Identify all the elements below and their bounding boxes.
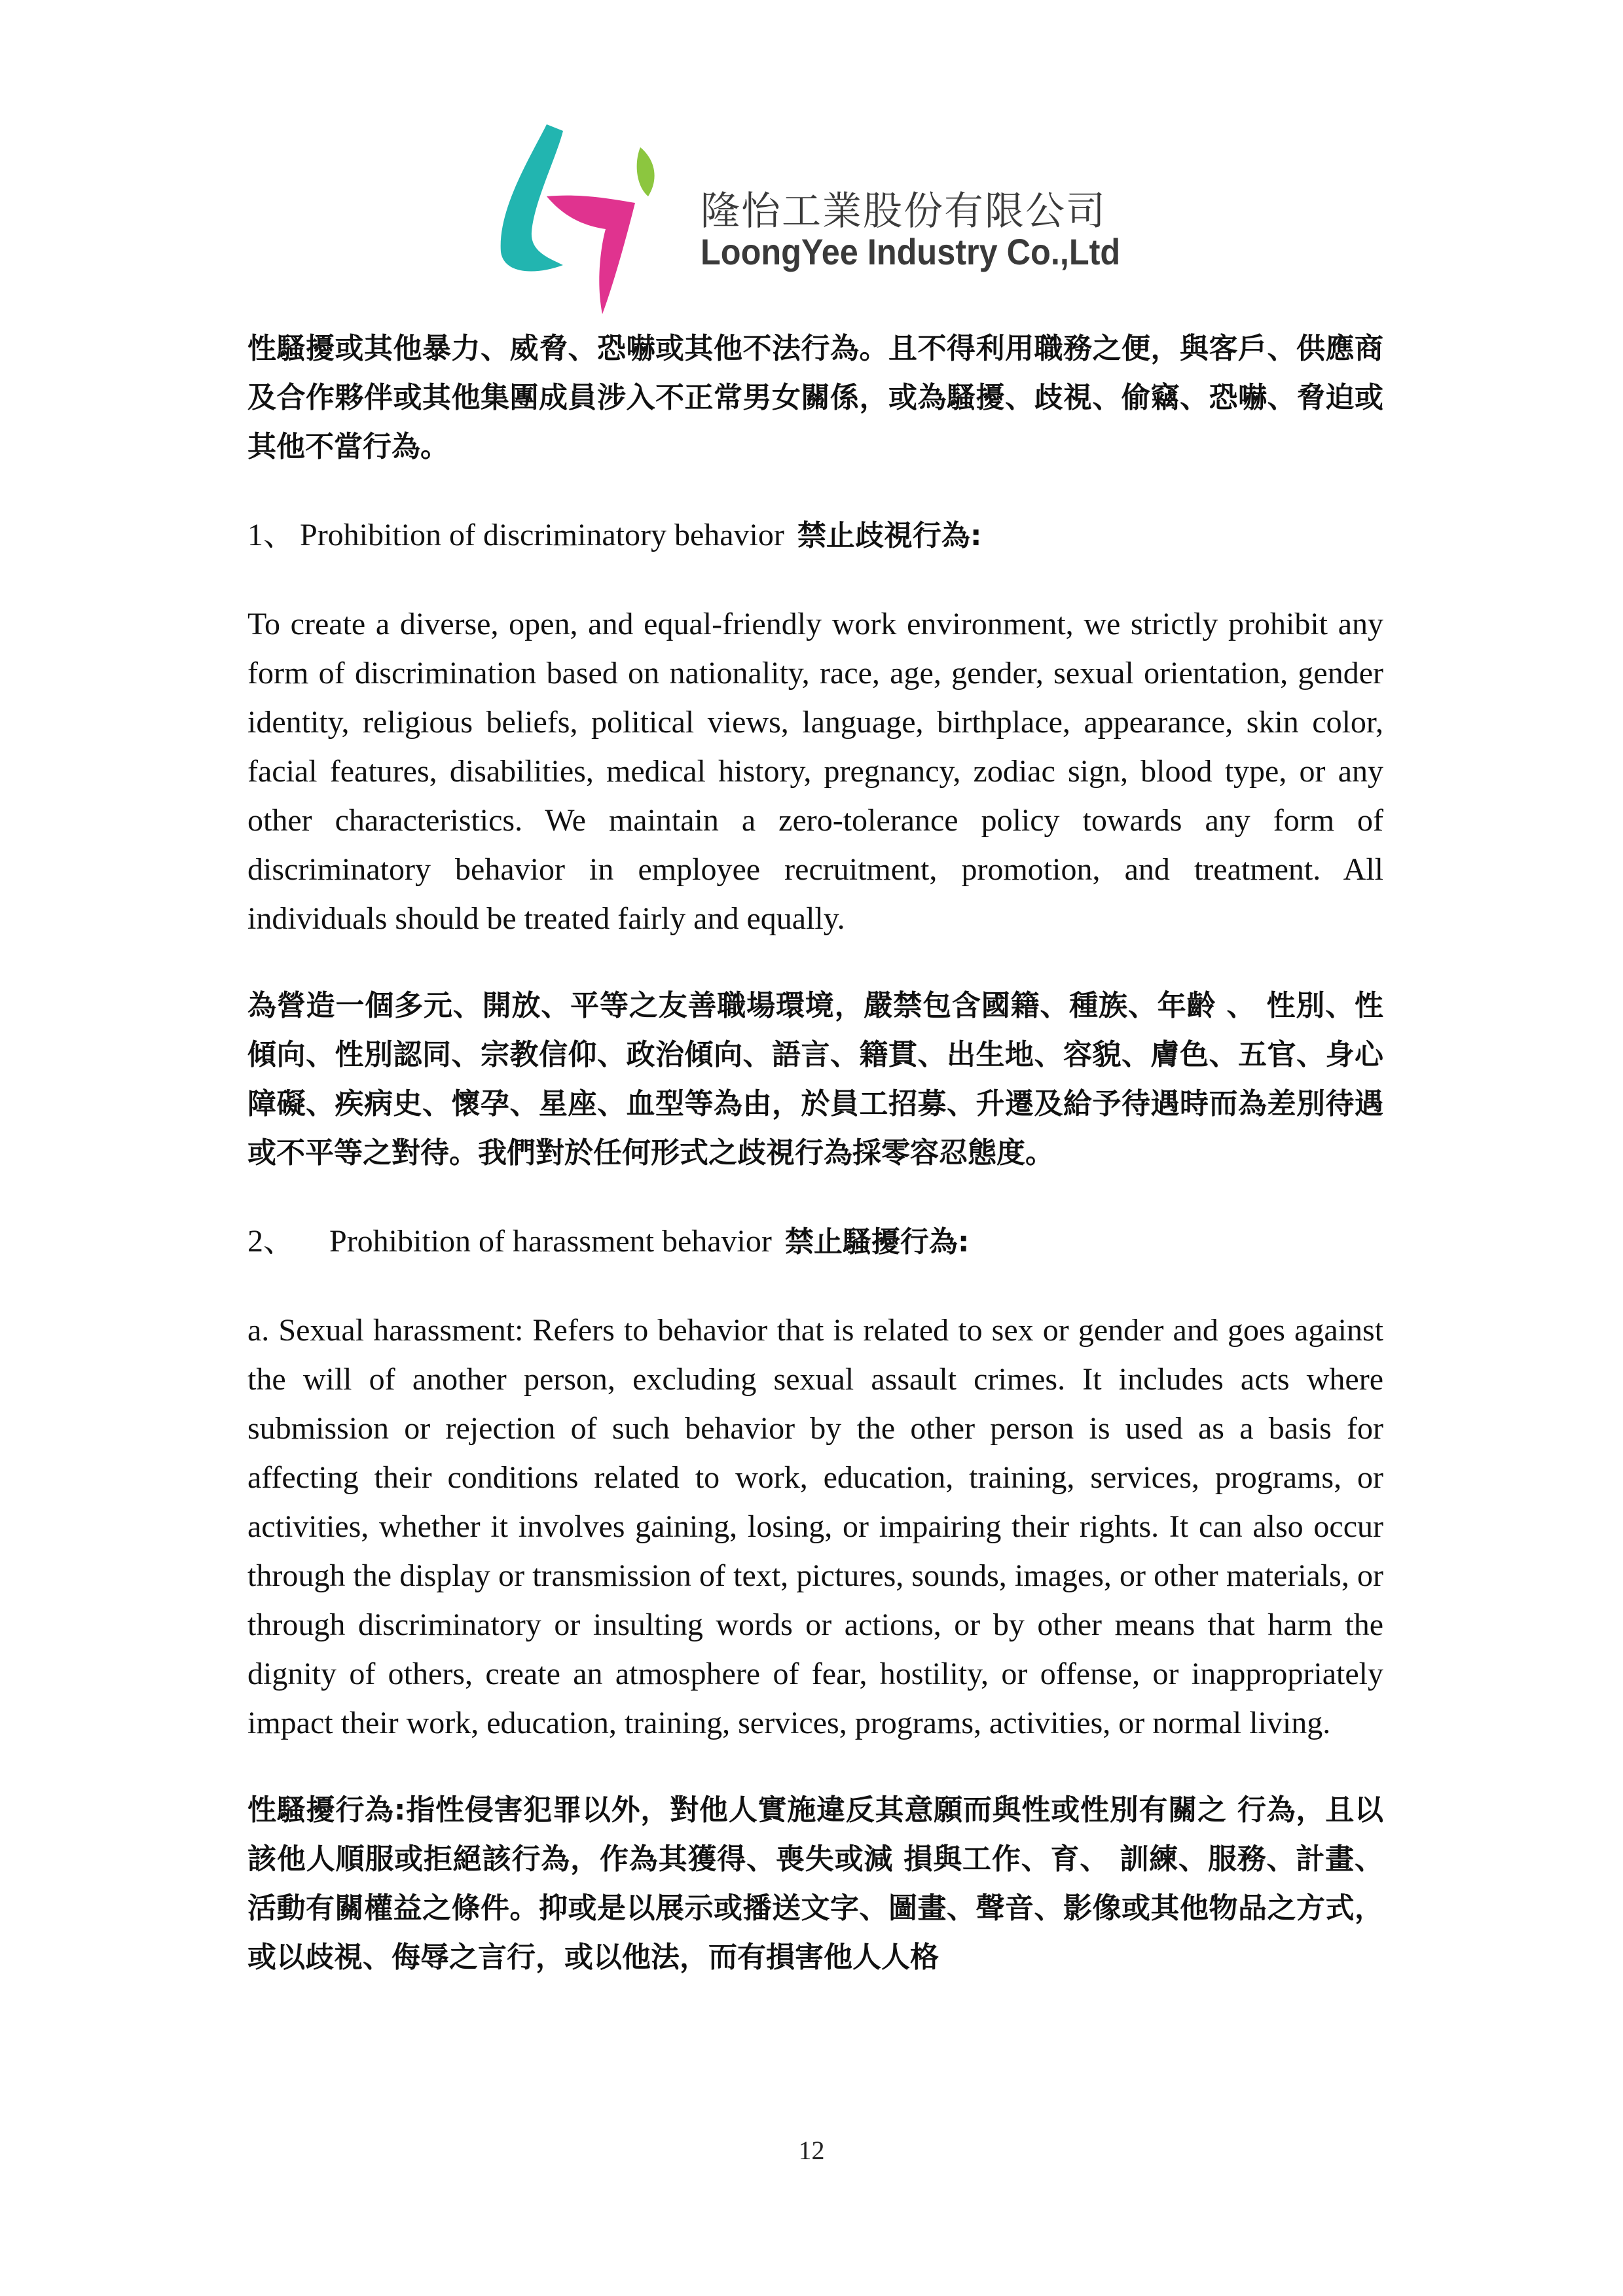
company-name-zh: 隆怡工業股份有限公司 xyxy=(701,188,1106,234)
loongyee-logo-icon xyxy=(484,111,694,321)
section-1-heading xyxy=(247,511,1383,560)
section-1-paragraph-en: To create a diverse, open, and equal-friendly work environment, we strictly prohibit any form of discrimination based on nationality, race, age, gender, sexual orientation, gender identity, religious beliefs, political views, language, birthplace, appearance, skin color, facial features, disabilities, medical history, pregnancy, zodiac sign, blood type, or any other characteristics. We maintain a zero-tolerance policy towards any form of discriminatory behavior in employee recruitment, promotion, and treatment. All individuals should be treated fairly and equally. xyxy=(247,607,1383,936)
document-body xyxy=(247,324,1383,1982)
company-name-en: LoongYee Industry Co.,Ltd xyxy=(701,231,1121,272)
section-2-title-en: Prohibition of harassment behavior xyxy=(329,1224,772,1259)
section-1-title-en: Prohibition of discriminatory behavior xyxy=(300,518,784,552)
section-2-heading xyxy=(247,1217,1383,1266)
section-1-title-zh: 禁止歧視行為: xyxy=(797,519,982,552)
section-2-paragraph-zh: 性騷擾行為:指性侵害犯罪以外，對他人實施違反其意願而與性或性別有關之 行為，且以該他人順服或拒絕該行為，作為其獲得、喪失或減 損與工作、育、 訓練、服務、計畫、活動有關權益之條件。抑或是以展示或播送文字、圖畫、聲音、影像或其他物品之方式，或以歧視、侮辱之言行，或以他法，而有損害他人人格 xyxy=(247,1793,1383,1974)
page-number: 12 xyxy=(798,2136,825,2165)
section-2-paragraph-en: a. Sexual harassment: Refers to behavior that is related to sex or gender and goes against the will of another person, excluding sexual assault crimes. It includes acts where submission or rejection of such behavior by the other person is used as a basis for affecting their conditions related to work, education, training, services, programs, or activities, whether it involves gaining, losing, or impairing their rights. It can also occur through the display or transmission of text, pictures, sounds, images, or other materials, or through discriminatory or insulting words or actions, or by other means that harm the dignity of others, create an atmosphere of fear, hostility, or offense, or inappropriately impact their work, education, training, services, programs, activities, or normal living. xyxy=(247,1313,1383,1740)
intro-paragraph-zh: 性騷擾或其他暴力、威脅、恐嚇或其他不法行為。且不得利用職務之便，與客戶、供應商及合作夥伴或其他集團成員涉入不正常男女關係，或為騷擾、歧視、偷竊、恐嚇、脅迫或其他不當行為。 xyxy=(247,332,1383,463)
company-logo xyxy=(484,111,1152,327)
section-2-title-zh: 禁止騷擾行為: xyxy=(784,1225,970,1259)
section-1-paragraph-zh: 為營造一個多元、開放、平等之友善職場環境，嚴禁包含國籍、種族、年齡 、 性別、性傾向、性別認同、宗教信仰、政治傾向、語言、籍貫、出生地、容貌、膚色、五官、身心障礙、疾病史、懷孕、星座、血型等為由，於員工招募、升遷及給予待遇時而為差別待遇或不平等之對待。我們對於任何形式之歧視行為採零容忍態度。 xyxy=(247,989,1383,1170)
section-2-number: 2、 xyxy=(247,1224,295,1259)
section-1-number: 1、 xyxy=(247,518,295,552)
